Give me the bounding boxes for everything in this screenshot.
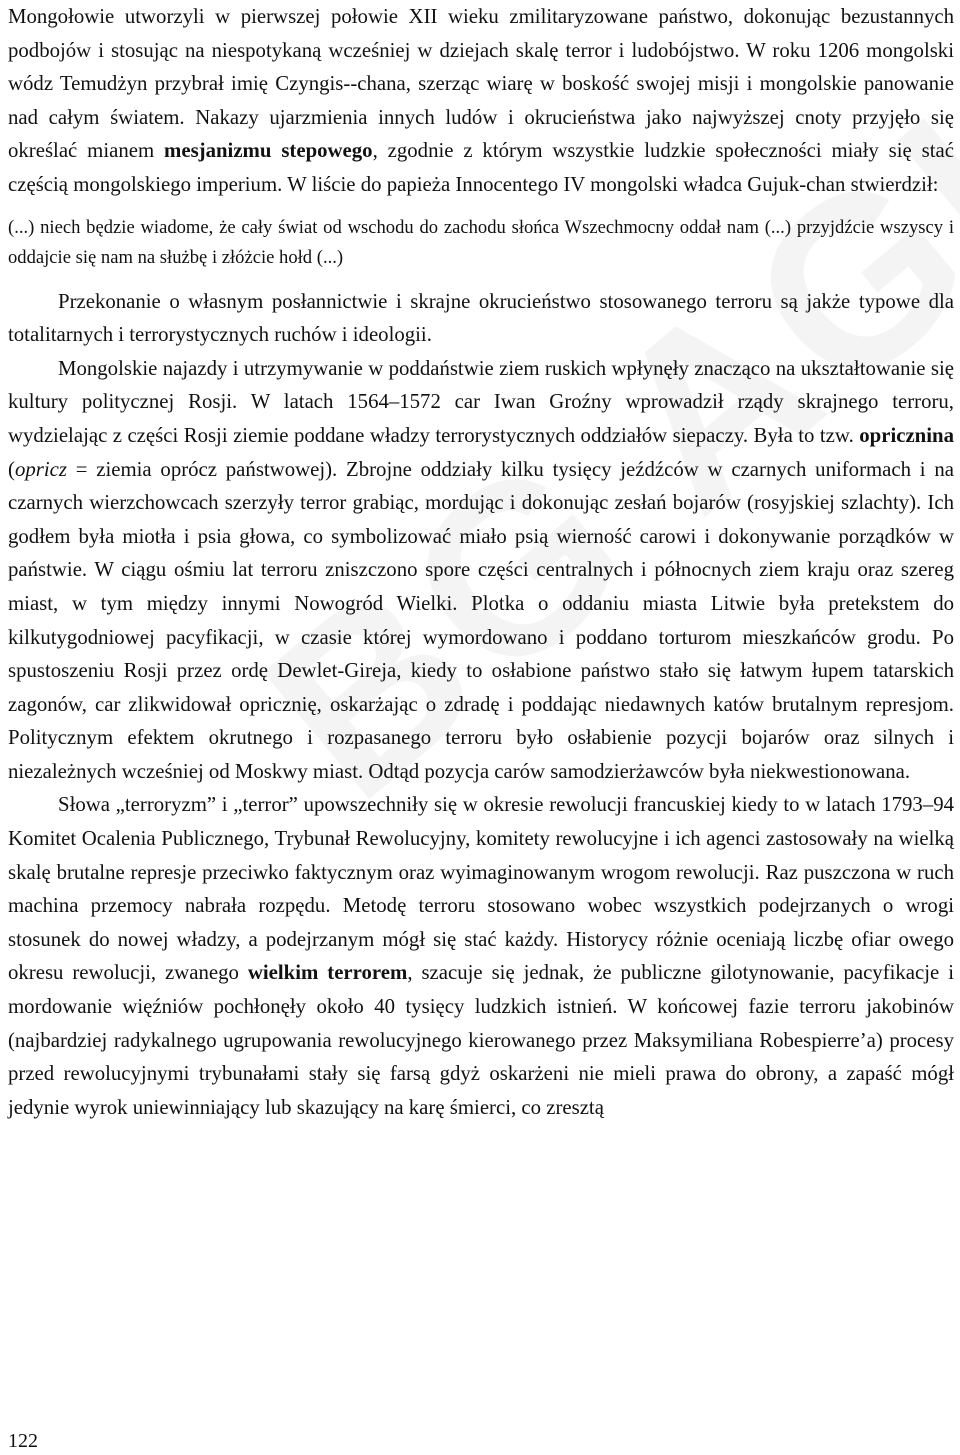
paragraph-text: = ziemia oprócz państwowej). Zbrojne oddziały kilku tysięcy jeźdźców w czarnych uniformach i na czarnych wierzchowcach szerzyły terror grabiąc, mordując i dokonując zesłań bojarów (rosyjskiej szlachty). Ich godłem była miotła i psia głowa, co symbolizować miało psią wierność carowi i dokonywanie porządków w państwie. W ciągu ośmiu lat terroru zniszczono spore części centralnych i północnych ziem kraju oraz szereg miast, w tym między innymi Nowogród Wielki. Plotka o oddaniu miasta Litwie była pretekstem do kilkutygodniowej pacyfikacji, w czasie której wymordowano i poddano torturom mieszkańców grodu. Po spustoszeniu Rosji przez ordę Dewlet-Gireja, kiedy to osłabione państwo stało się łatwym łupem tatarskich zagonów, car zlikwidował opricznię, oskarżając o zdradę i poddając niedawnych katów brutalnym represjom. Politycznym efektem okrutnego i rozpasanego terroru było osłabienie pozycji bojarów oraz silnych i niezależnych wcześniej od Moskwy miast. Odtąd pozycja carów samodzierżawców była niekwestionowana. xyxy=(8,457,954,783)
paragraph-text: , szacuje się jednak, że publiczne gilotynowanie, pacyfikacje i mordowanie więźniów pochłonęły około 40 tysięcy ludzkich istnień. W końcowej fazie terroru jakobinów (najbardziej radykalnego ugrupowania rewolucyjnego kierowanego przez Maksymiliana Robespierre’a) procesy przed rewolucyjnymi trybunałami stały się farsą gdyż oskarżeni nie mieli prawa do obrony, a zapaść mógł jedynie wyrok uniewinniający lub skazujący na karę śmierci, co zresztą xyxy=(8,961,954,1119)
paragraph-text: ( xyxy=(8,457,15,481)
paragraph-french-revolution xyxy=(8,788,954,1124)
bold-term-wielki-terror: wielkim terrorem xyxy=(247,961,408,985)
page-number: 122 xyxy=(8,1430,38,1452)
paragraph-totalitarian: Przekonanie o własnym posłannictwie i skrajne okrucieństwo stosowanego terroru są jakże typowe dla totalitarnych i terrorystycznych ruchów i ideologii. xyxy=(8,289,954,347)
paragraph-text: Mongołowie utworzyli w pierwszej połowie XII wieku zmilitaryzowane państwo, dokonując bezustannych podbojów i stosując na niespotykaną wcześniej w dziejach skalę terror i ludobójstwo. W roku 1206 mongolski wódz Temudżyn przybrał imię Czyngis-‑chana, szerząc wiarę w boskość swojej misji i mongolskie panowanie nad całym światem. Nakazy ujarzmienia innych ludów i okrucieństwa jako najwyższej cnoty przyjęło się określać mianem xyxy=(8,5,954,163)
italic-term-opricz: opricz xyxy=(14,457,67,481)
quote-gujuk-chan: (...) niech będzie wiadome, że cały świat od wschodu do zachodu słońca Wszechmocny oddał nam (...) przyjdźcie wszyscy i oddajcie się nam na służbę i złóżcie hołd (...) xyxy=(8,216,954,268)
paragraph-opricznina xyxy=(8,352,954,789)
paragraph-mongols xyxy=(8,0,954,202)
bold-term-opricznina: opricznina xyxy=(859,423,954,447)
document-page xyxy=(8,0,954,1124)
paragraph-text: Słowa „terroryzm” i „terror” upowszechniły się w okresie rewolucji francuskiej kiedy to w latach 1793–94 Komitet Ocalenia Publicznego, Trybunał Rewolucyjny, komitety rewolucyjne i ich agenci zastosowały na wielką skalę brutalne represje przeciwko faktycznym oraz wyimaginowanym wrogom rewolucji. Raz puszczona w ruch machina przemocy nabrała rozpędu. Metodę terroru stosowano wobec wszystkich podejrzanych o wrogi stosunek do nowej władzy, a podejrzanym mógł się stać każdy. Historycy różnie oceniają liczbę ofiar owego okresu rewolucji, zwanego xyxy=(8,793,954,985)
paragraph-text: , zgodnie z którym wszystkie ludzkie społeczności miały się stać częścią mongolskiego imperium. W liście do papieża Innocentego IV mongolski władca Gujuk-chan stwierdził: xyxy=(8,139,954,196)
bold-term-mesjanizm: mesjanizmu stepowego xyxy=(164,139,373,163)
paragraph-text: Mongolskie najazdy i utrzymywanie w poddaństwie ziem ruskich wpłynęły znacząco na ukształtowanie się kultury politycznej Rosji. W latach 1564–1572 car Iwan Groźny wprowadził rządy skrajnego terroru, wydzielając z części Rosji ziemie poddane władzy terrorystycznych oddziałów siepaczy. Była to tzw. xyxy=(8,356,954,447)
